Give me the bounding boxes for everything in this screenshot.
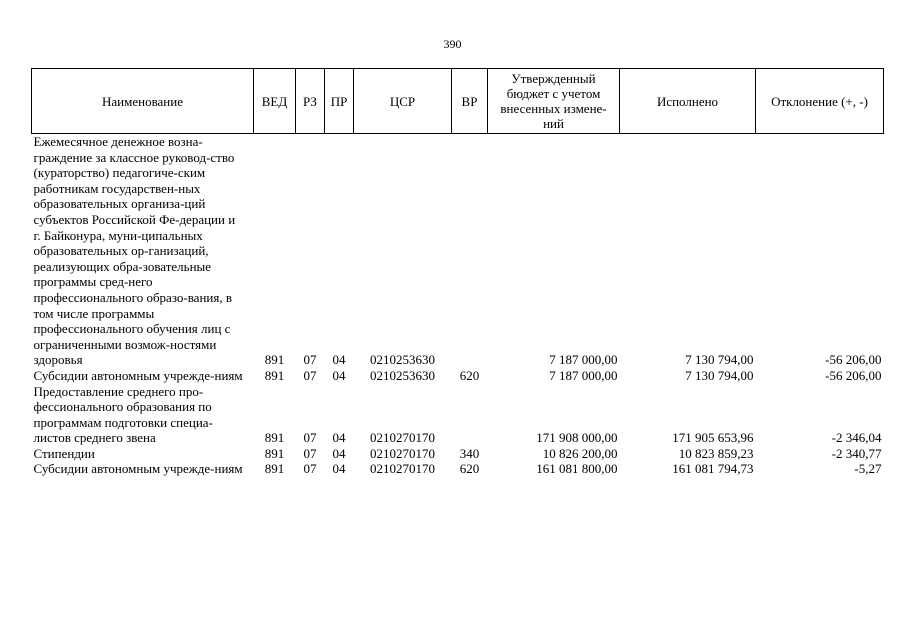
row-pr: 04	[332, 445, 346, 461]
row-pr: 04	[332, 461, 346, 477]
row-approved: 10 826 200,00	[542, 445, 618, 461]
col-header-approved: Утвержденный бюджет с учетом внесенных измене-ний	[488, 69, 620, 134]
row-name: Субсидии автономным учрежде-ниям	[33, 461, 243, 477]
budget-table	[31, 68, 884, 477]
row-deviation: -56 206,00	[825, 367, 882, 383]
row-executed: 10 823 859,23	[678, 445, 754, 461]
row-deviation: -5,27	[854, 461, 882, 477]
row-ved: 891	[264, 367, 285, 383]
row-deviation: -2 340,77	[831, 445, 882, 461]
row-ved: 891	[264, 430, 285, 446]
row-pr: 04	[332, 430, 346, 446]
row-ved: 891	[264, 445, 285, 461]
col-header-deviation: Отклонение (+, -)	[756, 69, 884, 134]
row-deviation: -2 346,04	[831, 430, 882, 446]
row-vr	[452, 384, 488, 446]
col-header-csr: ЦСР	[354, 69, 452, 134]
row-csr: 0210270170	[370, 430, 435, 446]
col-header-executed: Исполнено	[620, 69, 756, 134]
row-rz: 07	[303, 367, 317, 383]
row-rz: 07	[303, 445, 317, 461]
row-pr: 04	[332, 352, 346, 368]
row-approved: 161 081 800,00	[536, 461, 618, 477]
row-executed: 7 130 794,00	[685, 367, 754, 383]
header-row	[32, 69, 884, 134]
col-header-name: Наименование	[32, 69, 254, 134]
table-row	[32, 461, 884, 477]
row-name: Стипендии	[33, 445, 95, 461]
row-ved: 891	[264, 352, 285, 368]
row-name: Субсидии автономным учрежде-ниям	[33, 367, 243, 383]
row-pr: 04	[332, 367, 346, 383]
row-approved: 7 187 000,00	[549, 352, 618, 368]
row-approved: 7 187 000,00	[549, 367, 618, 383]
row-approved: 171 908 000,00	[536, 430, 618, 446]
col-header-vr: ВР	[452, 69, 488, 134]
row-csr: 0210270170	[370, 445, 435, 461]
table-row	[32, 134, 884, 368]
col-header-pr: ПР	[325, 69, 354, 134]
row-executed: 171 905 653,96	[672, 430, 754, 446]
row-ved: 891	[264, 461, 285, 477]
row-csr: 0210270170	[370, 461, 435, 477]
row-csr: 0210253630	[370, 367, 435, 383]
row-vr	[452, 134, 488, 368]
row-rz: 07	[303, 352, 317, 368]
row-csr: 0210253630	[370, 352, 435, 368]
row-vr: 620	[459, 367, 480, 383]
table-row	[32, 446, 884, 462]
table-row	[32, 368, 884, 384]
page-number: 390	[443, 37, 462, 51]
table-row	[32, 384, 884, 446]
row-executed: 7 130 794,00	[685, 352, 754, 368]
row-executed: 161 081 794,73	[672, 461, 754, 477]
row-rz: 07	[303, 461, 317, 477]
row-deviation: -56 206,00	[825, 352, 882, 368]
row-rz: 07	[303, 430, 317, 446]
row-name: Предоставление среднего про-фессионального образования по программам подготовки специа-листов среднего звена	[33, 383, 213, 446]
row-name: Ежемесячное денежное возна-граждение за классное руковод-ство (кураторство) педагогиче-ским работникам государствен-ных образовательных организа-ций субъектов Российской Фе-дерации и г. Байконура, муни-ципальных образовательных ор-ганизаций, реализующих обра-зовательные программы сред-него профессионального образо-вания, в том числе программы профессионального обучения лиц с ограниченными возмож-ностями здоровья	[33, 134, 236, 368]
row-vr: 340	[459, 445, 480, 461]
row-vr: 620	[459, 461, 480, 477]
col-header-rz: РЗ	[296, 69, 325, 134]
col-header-ved: ВЕД	[254, 69, 296, 134]
